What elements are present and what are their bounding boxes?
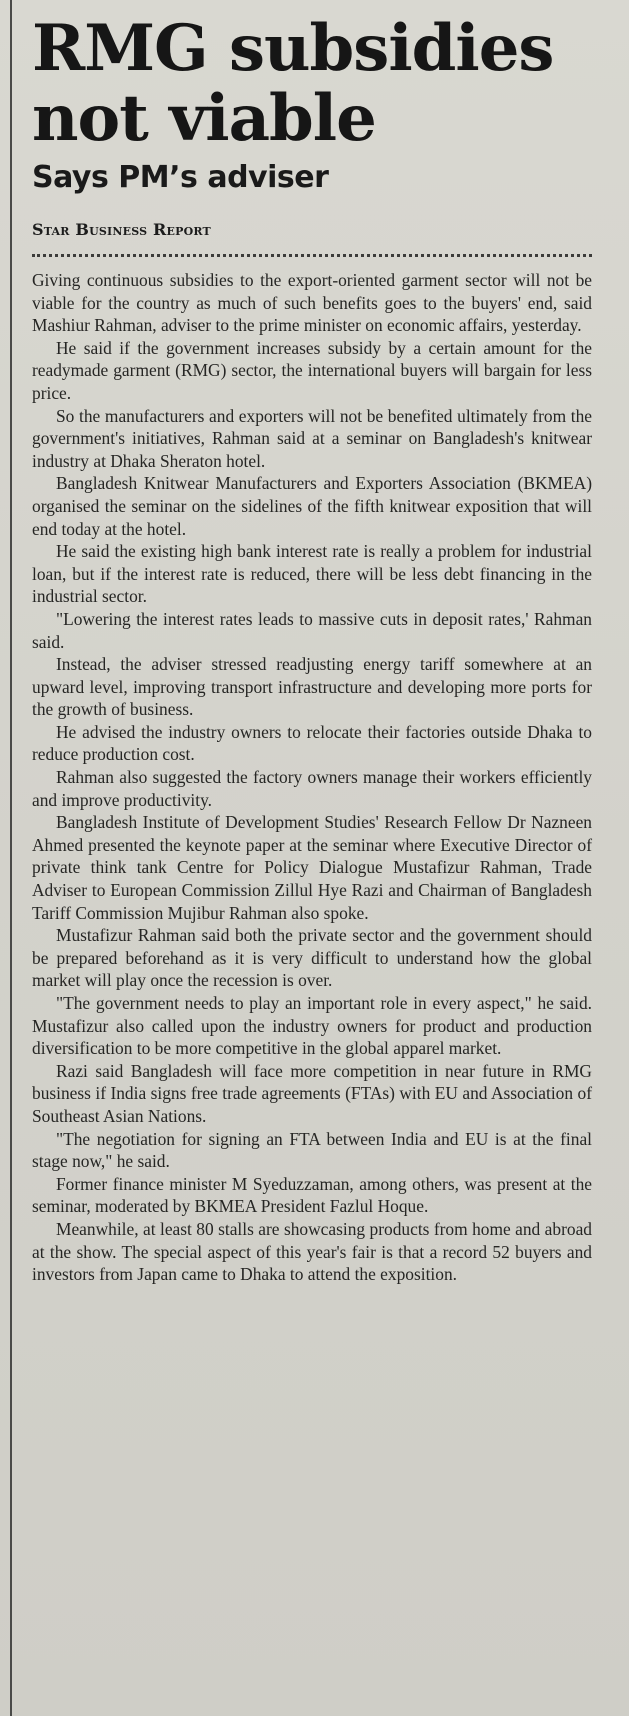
- byline: Star Business Report: [32, 220, 211, 239]
- subheadline: Says PM’s adviser: [32, 160, 329, 195]
- paragraph: "The negotiation for signing an FTA between India and EU is at the final stage now," he said.: [32, 1128, 592, 1172]
- headline-line-2: not viable: [32, 81, 376, 156]
- paragraph: He said the existing high bank interest rate is really a problem for industrial loan, but if the interest rate is reduced, there will be less debt financing in the industrial sector.: [32, 541, 592, 607]
- paragraph: "Lowering the interest rates leads to massive cuts in deposit rates,' Rahman said.: [32, 608, 592, 652]
- paragraph: Rahman also suggested the factory owners manage their workers efficiently and improve productivity.: [32, 767, 592, 810]
- dotted-separator: [32, 254, 592, 257]
- paragraph: So the manufacturers and exporters will not be benefited ultimately from the government's initiatives, Rahman said at a seminar on Bangladesh's knitwear industry at Dhaka Sheraton hotel.: [32, 405, 592, 471]
- paragraph: Bangladesh Institute of Development Studies' Research Fellow Dr Nazneen Ahmed presented the keynote paper at the seminar where Executive Director of private think tank Centre for Policy Dialogue Mustafizur Rahman, Trade Adviser to European Commission Zillul Hye Razi and Chairman of Bangladesh Tariff Commission Mujibur Rahman also spoke.: [32, 812, 592, 923]
- paragraph: Mustafizur Rahman said both the private sector and the government should be prepared beforehand as it is very difficult to understand how the global market will play once the recession is over.: [32, 925, 592, 991]
- paragraph: Former finance minister M Syeduzzaman, among others, was present at the seminar, moderated by BKMEA President Fazlul Hoque.: [32, 1173, 592, 1217]
- article-body: [32, 269, 592, 1286]
- paragraph: Meanwhile, at least 80 stalls are showcasing products from home and abroad at the show. The special aspect of this year's fair is that a record 52 buyers and investors from Japan came to Dhaka to attend the exposition.: [32, 1218, 592, 1285]
- paragraph: Bangladesh Knitwear Manufacturers and Exporters Association (BKMEA) organised the seminar on the sidelines of the fifth knitwear exposition that will end today at the hotel.: [32, 473, 592, 539]
- paragraph: He advised the industry owners to relocate their factories outside Dhaka to reduce production cost.: [32, 721, 592, 765]
- paragraph: Razi said Bangladesh will face more competition in near future in RMG business if India signs free trade agreements (FTAs) with EU and Association of Southeast Asian Nations.: [32, 1060, 592, 1126]
- column-divider: [10, 0, 12, 1716]
- paragraph: He said if the government increases subsidy by a certain amount for the readymade garment (RMG) sector, the international buyers will bargain for less price.: [32, 337, 592, 403]
- paragraph: Instead, the adviser stressed readjusting energy tariff somewhere at an upward level, improving transport infrastructure and developing more ports for the growth of business.: [32, 654, 592, 720]
- paragraph: Giving continuous subsidies to the export-oriented garment sector will not be viable for the country as much of such benefits goes to the buyers' end, said Mashiur Rahman, adviser to the prime minister on economic affairs, yesterday.: [32, 270, 592, 336]
- headline: [32, 11, 592, 156]
- headline-line-1: RMG subsidies: [32, 11, 554, 86]
- paragraph: "The government needs to play an important role in every aspect," he said. Mustafizur also called upon the industry owners for product and production diversification to be more competitive in the global apparel market.: [32, 993, 592, 1059]
- news-article: [32, 11, 592, 1286]
